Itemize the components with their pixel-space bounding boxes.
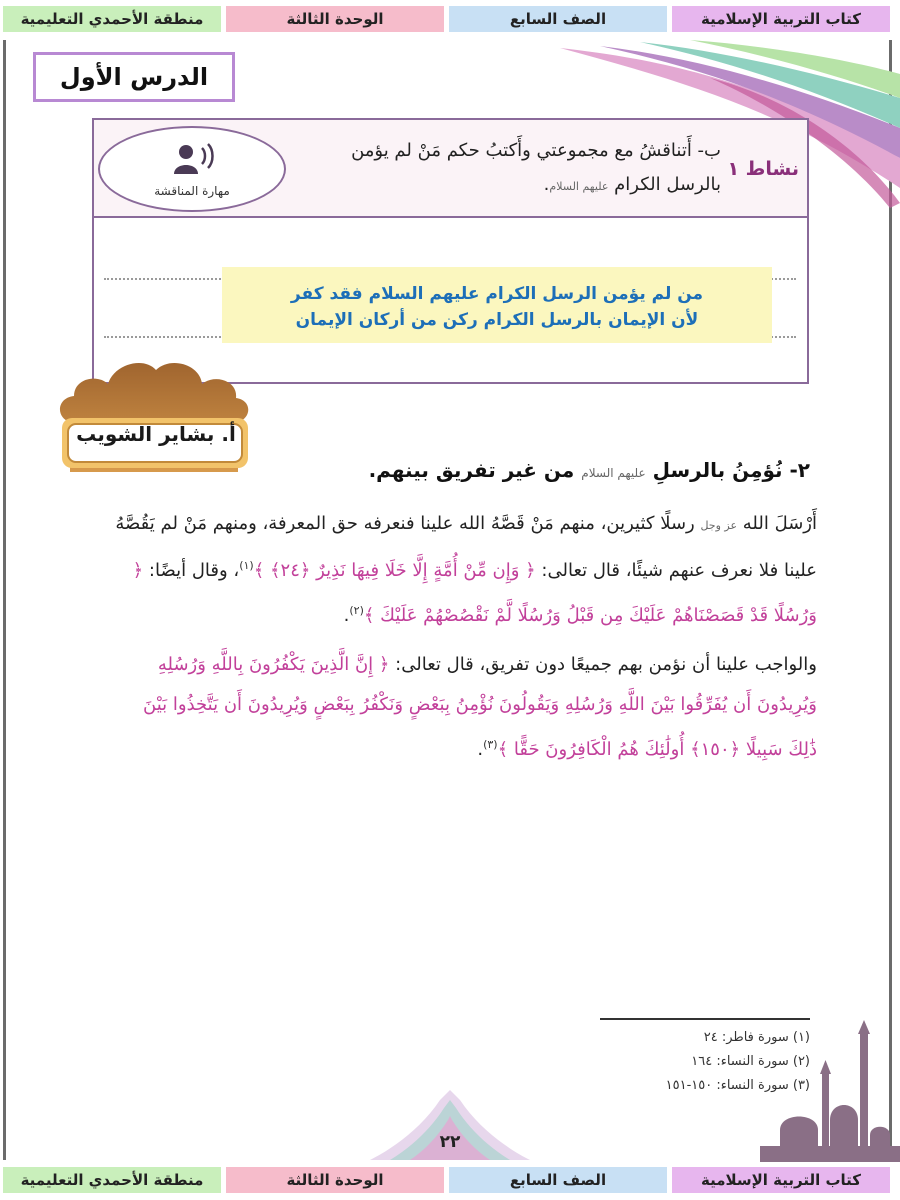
answer-line2: لأن الإيمان بالرسل الكرام ركن من أركان الإيمان: [295, 310, 699, 330]
answer-note: [222, 267, 772, 343]
header-unit: الوحدة الثالثة: [226, 6, 444, 32]
quran-verse: ﴿ إِنَّ الَّذِينَ يَكْفُرُونَ بِاللَّهِ وَرُسُلِهِ وَيُرِيدُونَ أَن يُفَرِّقُوا بَيْنَ اللَّهِ وَرُسُلِهِ وَيَقُولُونَ نُؤْمِنُ بِبَعْضٍ وَنَكْفُرُ بِبَعْضٍ وَيُرِيدُونَ أَن يَتَّخِذُوا بَيْنَ ذَٰلِكَ سَبِيلًا ﴿١٥٠﴾ أُولَٰئِكَ هُمُ الْكَافِرُونَ حَقًّا ﴾: [143, 654, 817, 760]
footnote-item: (٢) سورة النساء: ١٦٤: [691, 1054, 810, 1069]
teacher-badge: [52, 352, 256, 474]
page-number: ٢٢: [439, 1132, 461, 1152]
section-title: [369, 458, 810, 482]
header-bar: [0, 2, 900, 36]
footnote-ref: (٣): [483, 738, 498, 751]
footer-book: كتاب التربية الإسلامية: [672, 1167, 890, 1193]
quran-verse: ﴿ وَإِن مِّنْ أُمَّةٍ إِلَّا خَلَا فِيهَا نَذِيرٌ ﴿٢٤﴾ ﴾: [253, 560, 536, 581]
answer-line1: من لم يؤمن الرسل الكرام عليهم السلام فقد كفر: [290, 284, 704, 304]
activity-instruction: [301, 134, 721, 204]
honorific-glyph: عليهم السلام: [581, 466, 646, 480]
skill-badge: [98, 126, 286, 212]
honorific-glyph: عز وجل: [700, 519, 738, 532]
para1-end: .: [343, 605, 350, 626]
speaker-person-icon: [164, 140, 220, 180]
header-book: كتاب التربية الإسلامية: [672, 6, 890, 32]
header-grade: الصف السابع: [449, 6, 667, 32]
para1-text1: أَرْسَلَ الله: [742, 513, 817, 534]
mosque-skyline-graphic: [760, 1020, 900, 1162]
para2-text1: والواجب علينا أن نؤمن بهم جميعًا دون تفريق، قال تعالى:: [395, 654, 817, 675]
footnote-ref: (١): [239, 559, 254, 572]
activity-text-line2: بالرسل الكرام: [614, 174, 721, 195]
footer-zone: منطقة الأحمدي التعليمية: [3, 1167, 221, 1193]
para1-text3: ، وقال أيضًا:: [148, 560, 240, 581]
paragraph-1: [115, 504, 817, 636]
activity-header: [94, 120, 807, 218]
footer-bar: [0, 1163, 900, 1197]
footnote-item: (١) سورة فاطر: ٢٤: [703, 1030, 810, 1045]
footer-grade: الصف السابع: [449, 1167, 667, 1193]
footnote-ref: (٢): [349, 604, 364, 617]
lesson-title: الدرس الأول: [33, 52, 235, 102]
right-border-line: [889, 40, 892, 1160]
para1-text2: رسلًا كثيرين، منهم مَنْ قَصَّهُ الله علينا فنعرفه حق المعرفة، ومنهم مَنْ لم يَقُصَّهُ علينا فلا نعرف عنهم شيئًا، قال تعالى:: [115, 513, 817, 581]
footnote-item: (٣) سورة النساء: ١٥٠-١٥١: [665, 1078, 810, 1093]
left-border-line: [3, 40, 6, 1160]
quran-verse: ﴿ وَرُسُلًا قَدْ قَصَصْنَاهُمْ عَلَيْكَ مِن قَبْلُ وَرُسُلًا لَّمْ نَقْصُصْهُمْ عَلَيْكَ ﴾: [132, 560, 817, 626]
section-title-part2: من غير تفريق بينهم.: [368, 458, 575, 482]
activity-text-line1: ب- أَتناقشُ مع مجموعتي وأَكتبُ حكم مَنْ لم يؤمن: [351, 140, 721, 161]
skill-label: مهارة المناقشة: [154, 184, 230, 198]
header-zone: منطقة الأحمدي التعليمية: [3, 6, 221, 32]
footer-unit: الوحدة الثالثة: [226, 1167, 444, 1193]
cloud-frame-icon: [52, 352, 256, 474]
activity-label: نشاط ١: [727, 158, 799, 180]
teacher-name: أ. بشاير الشويب: [76, 422, 236, 446]
section-title-part1: ٢- نُؤمِنُ بالرسلِ: [652, 458, 810, 482]
para2-end: .: [477, 739, 484, 760]
honorific-glyph: عليهم السلام: [549, 180, 609, 193]
paragraph-2: [115, 645, 817, 770]
activity-box: [92, 118, 809, 384]
activity-text-line2-wrap: بالرسل الكرام عليهم السلام.: [543, 174, 721, 195]
